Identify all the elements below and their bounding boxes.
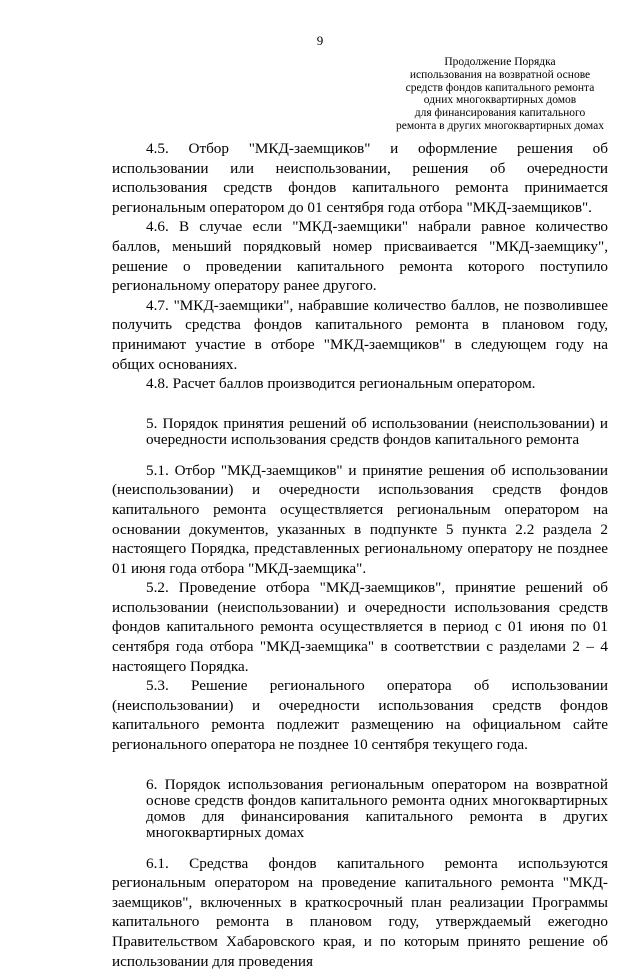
section-5-heading: 5. Порядок принятия решений об использовании (неиспользовании) и очередности использования средств фондов капитального ремонта bbox=[146, 414, 608, 448]
paragraph-4-5: 4.5. Отбор "МКД-заемщиков" и оформление решения об использовании или неиспользовании, решения об очередности использования средств фондов капитального ремонта принимается региональным оператором до 01 сентября года отбора "МКД-заемщиков". bbox=[112, 140, 608, 216]
annex-note-line: Продолжение Порядка bbox=[444, 56, 556, 68]
paragraph-4-7: 4.7. "МКД-заемщики", набравшие количество баллов, не позволившее получить средства фондов капитального ремонта в плановом году, принимают участие в отборе "МКД-заемщиков" в следующем году на общих основаниях. bbox=[112, 296, 608, 373]
annex-note-line: использования на возвратной основе bbox=[409, 68, 591, 81]
paragraph-5-2: 5.2. Проведение отбора "МКД-заемщиков", принятие решений об использовании (неиспользовании) и очередности использования средств фондов капитального ремонта осуществляется в период с 01 июня по 01 сентября года отбора "МКД-заемщика" в соответствии с разделами 2 – 4 настоящего Порядка. bbox=[112, 579, 608, 675]
annex-note-line: одних многоквартирных домов bbox=[423, 94, 577, 107]
annex-note-line: средств фондов капитального ремонта bbox=[405, 81, 595, 94]
paragraph-6-1: 6.1. Средства фондов капитального ремонта используются региональным оператором на проведение капитального ремонта "МКД-заемщиков", включенных в краткосрочный план реализации Программы капитального ремонта в плановом году, утверждаемый ежегодно Правительством Хабаровского края, и по которым принято решение об использовании для проведения bbox=[112, 854, 608, 970]
paragraph-4-6: 4.6. В случае если "МКД-заемщики" набрали равное количество баллов, меньший порядковый номер присваивается "МКД-заемщику", решение о проведении капитального ремонта которого поступило региональному оператору ранее другого. bbox=[112, 218, 608, 295]
paragraph-4-8: 4.8. Расчет баллов производится региональным оператором. bbox=[146, 375, 536, 393]
paragraph-5-3: 5.3. Решение регионального оператора об использовании (неиспользовании) и очередности использования средств фондов капитального ремонта подлежит размещению на официальном сайте регионального оператора не позднее 10 сентября текущего года. bbox=[112, 677, 608, 754]
annex-note-line: ремонта в других многоквартирных домах bbox=[396, 119, 604, 132]
section-6-heading: 6. Порядок использования региональным оператором на возвратной основе средств фондов капитального ремонта одних многоквартирных домов для финансирования капитального ремонта в других многоквартирных домах bbox=[146, 775, 608, 841]
document-body bbox=[112, 139, 608, 971]
page-number: 9 bbox=[316, 33, 324, 48]
annex-note-line: для финансирования капитального bbox=[414, 107, 586, 120]
paragraph-5-1: 5.1. Отбор "МКД-заемщиков" и принятие решения об использовании (неиспользовании) и очередности использования средств фондов капитального ремонта осуществляется региональным оператором на основании документов, указанных в подпункте 5 пункта 2.2 раздела 2 настоящего Порядка, представленных региональному оператору не позднее 01 июня года отбора "МКД-заемщика". bbox=[112, 461, 608, 577]
annex-continuation-note bbox=[370, 56, 630, 133]
